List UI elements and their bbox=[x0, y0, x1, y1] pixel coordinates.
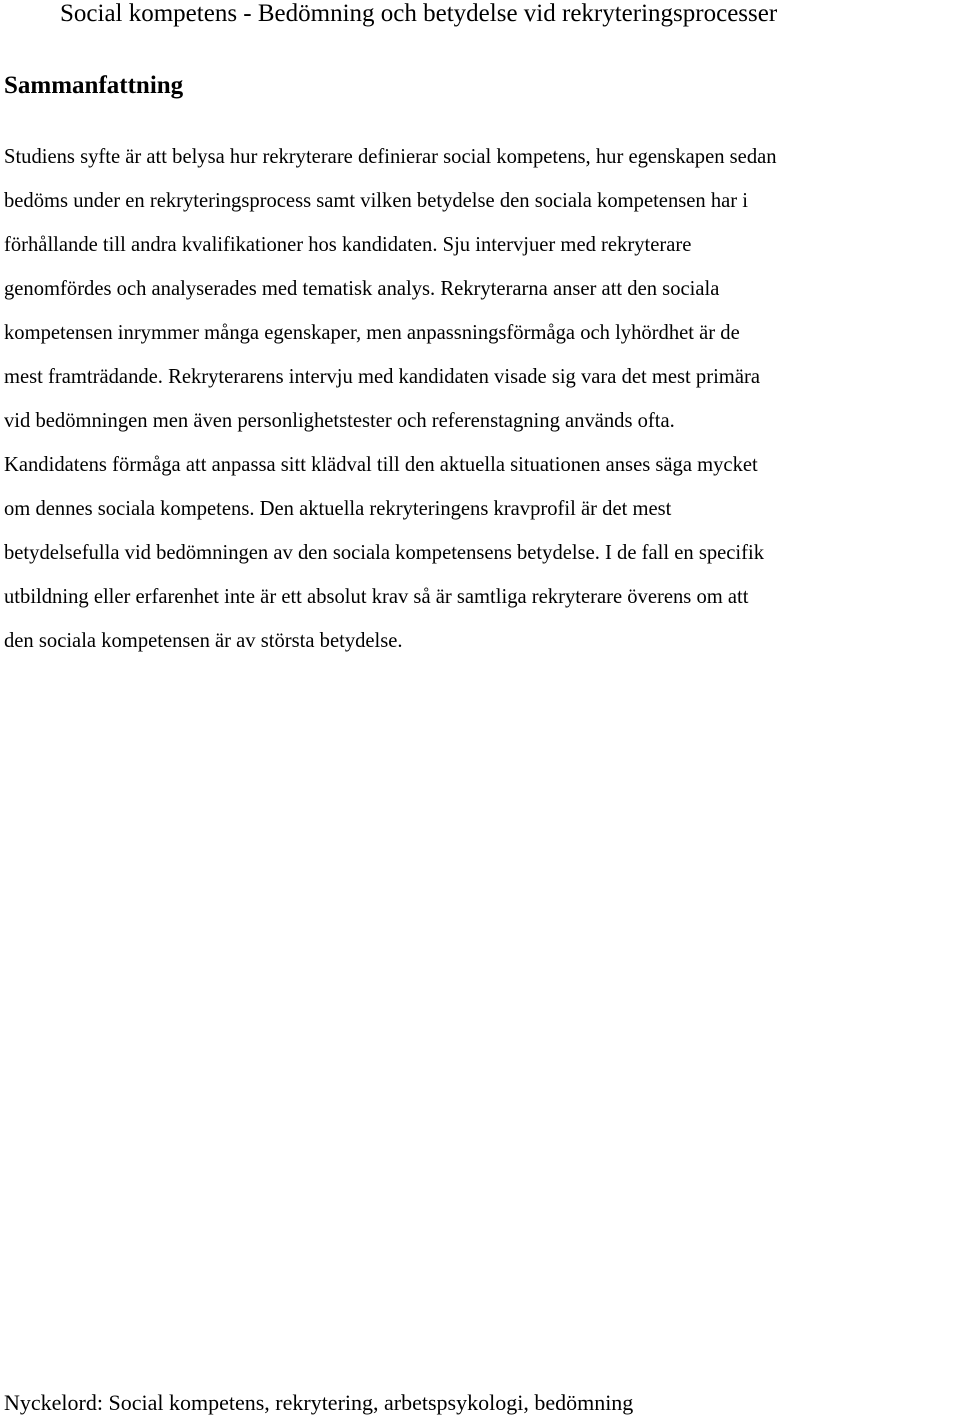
page-title: Social kompetens - Bedömning och betydelse vid rekryteringsprocesser bbox=[60, 0, 778, 27]
abstract-line: mest framträdande. Rekryterarens intervju med kandidaten visade sig vara det mest primära bbox=[4, 366, 760, 388]
abstract-line: kompetensen inrymmer många egenskaper, men anpassningsförmåga och lyhördhet är de bbox=[4, 322, 740, 344]
abstract-line: genomfördes och analyserades med tematisk analys. Rekryterarna anser att den sociala bbox=[4, 278, 720, 300]
abstract-paragraph bbox=[4, 135, 960, 675]
abstract-line: om dennes sociala kompetens. Den aktuella rekryteringens kravprofil är det mest bbox=[4, 498, 672, 520]
abstract-line: bedöms under en rekryteringsprocess samt vilken betydelse den sociala kompetensen har i bbox=[4, 190, 749, 212]
abstract-line: den sociala kompetensen är av största betydelse. bbox=[4, 630, 403, 652]
abstract-line: Studiens syfte är att belysa hur rekryterare definierar social kompetens, hur egenskapen sedan bbox=[4, 146, 777, 168]
abstract-line: förhållande till andra kvalifikationer hos kandidaten. Sju intervjuer med rekryterare bbox=[4, 234, 692, 256]
abstract-line: vid bedömningen men även personlighetstester och referenstagning används ofta. bbox=[4, 410, 675, 432]
abstract-line: betydelsefulla vid bedömningen av den sociala kompetensens betydelse. I de fall en specifik bbox=[4, 542, 765, 564]
section-heading-summary: Sammanfattning bbox=[4, 72, 184, 99]
abstract-line: utbildning eller erfarenhet inte är ett absolut krav så är samtliga rekryterare överens om att bbox=[4, 586, 749, 608]
abstract-line: Kandidatens förmåga att anpassa sitt klädval till den aktuella situationen anses säga mycket bbox=[4, 454, 758, 476]
keywords-line: Nyckelord: Social kompetens, rekrytering, arbetspsykologi, bedömning bbox=[4, 1390, 634, 1415]
